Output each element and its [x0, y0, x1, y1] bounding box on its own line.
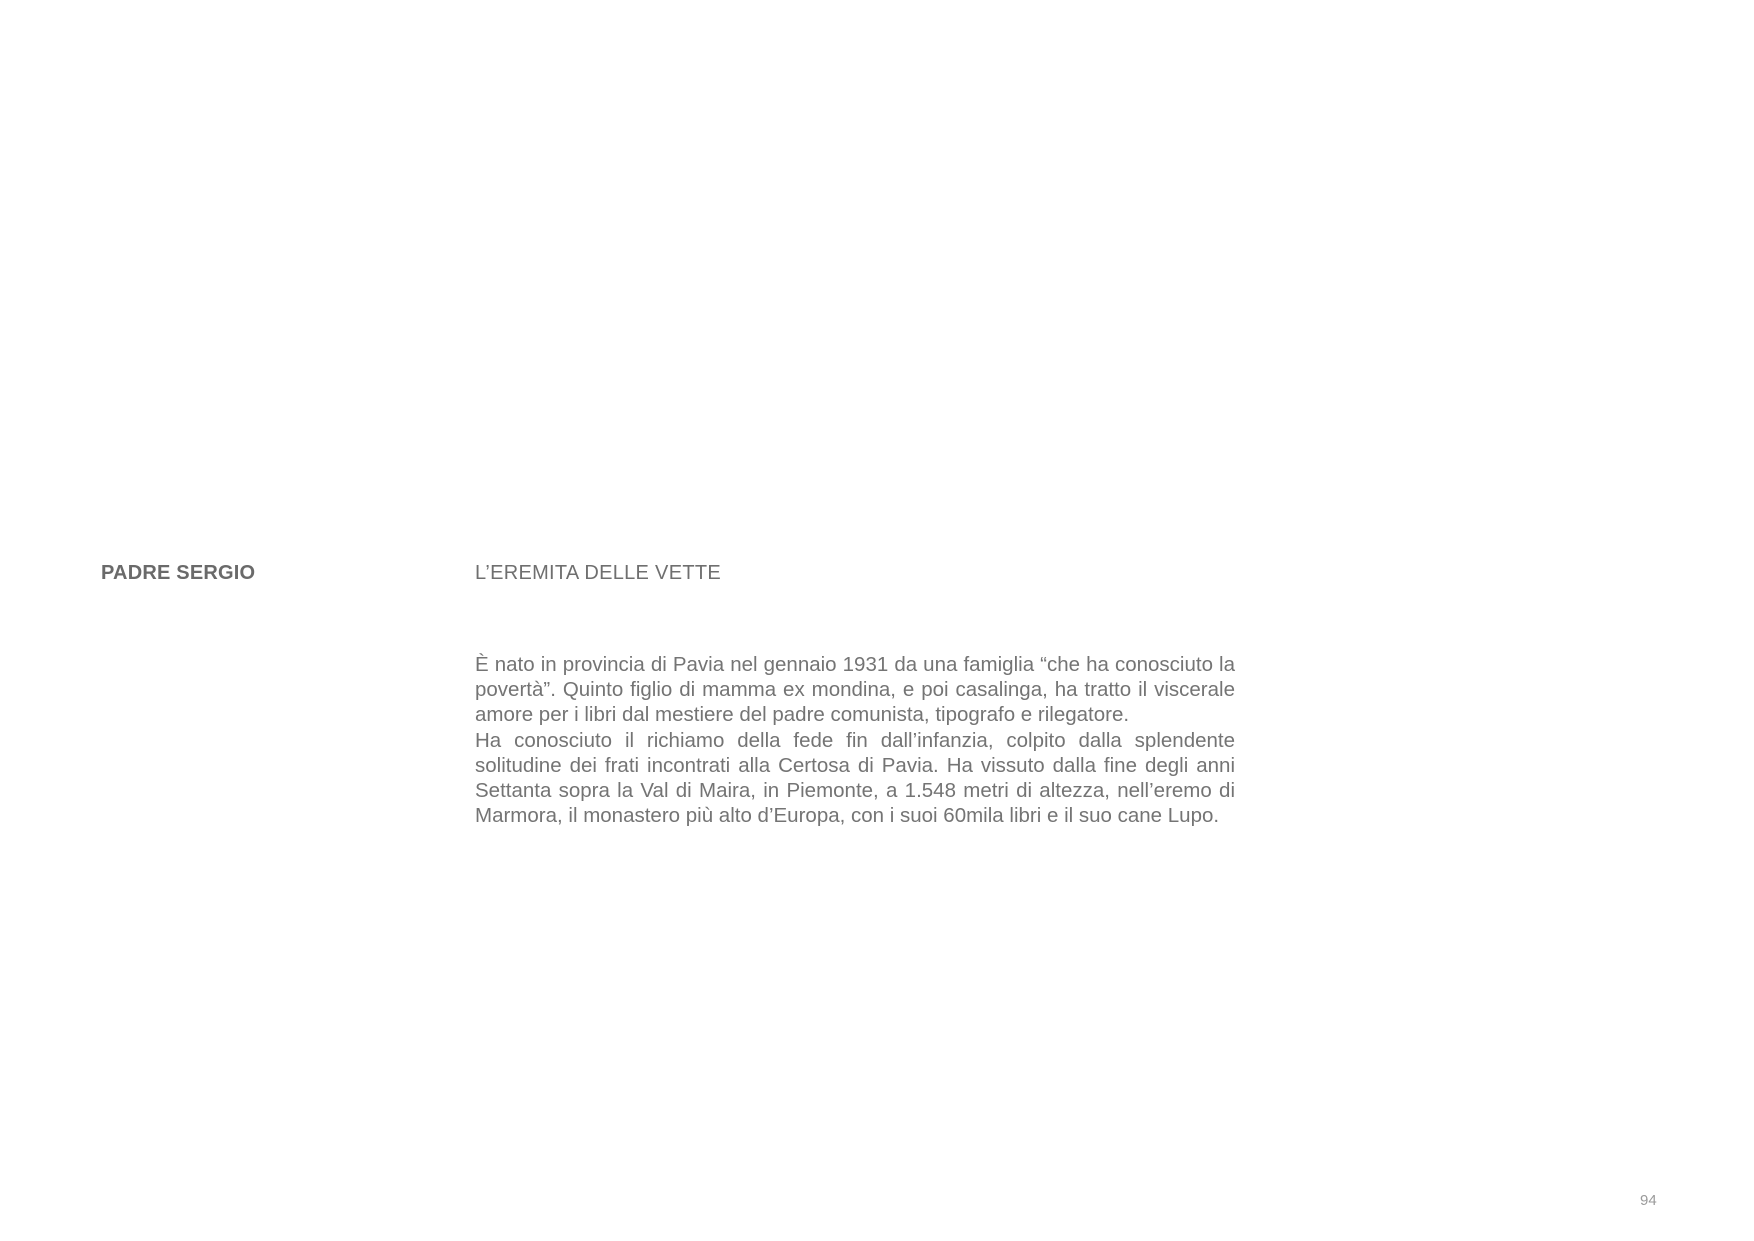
section-title: L’EREMITA DELLE VETTE — [475, 562, 722, 584]
bio-paragraph: Ha conosciuto il richiamo della fede fin dall’infanzia, colpito dalla splendente solitudine dei frati incontrati alla Certosa di Pavia. Ha vissuto dalla fine degli anni Settanta sopra la Val di Maira, in Piemonte, a 1.548 metri di altezza, nell’eremo di Marmora, il monastero più alto d’Europa, con i suoi 60mila libri e il suo cane Lupo. — [475, 728, 1235, 828]
page-number: 94 — [1640, 1192, 1657, 1209]
person-name-heading: PADRE SERGIO — [101, 562, 256, 584]
bio-paragraph: È nato in provincia di Pavia nel gennaio 1931 da una famiglia “che ha conosciuto la povertà”. Quinto figlio di mamma ex mondina, e poi casalinga, ha tratto il viscerale amore per i libri dal mestiere del padre comunista, tipografo e rilegatore. — [475, 653, 1235, 727]
biography-text-block — [475, 652, 1235, 828]
